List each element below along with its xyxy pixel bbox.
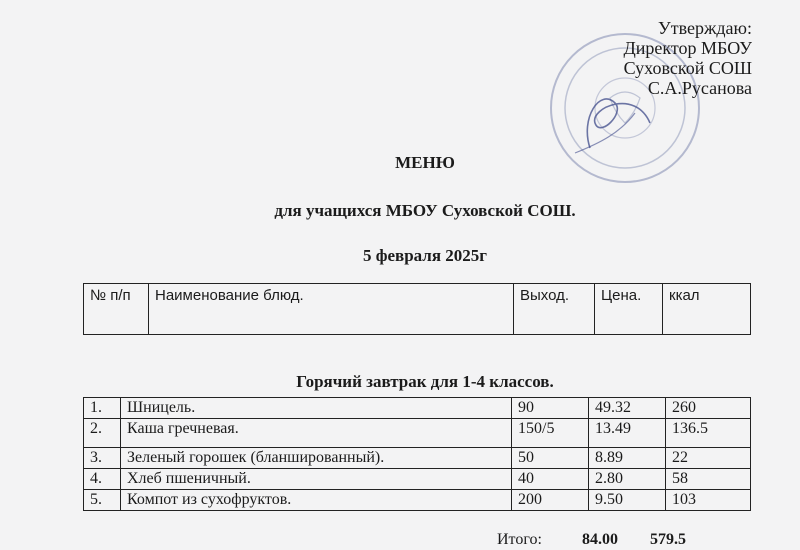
section-title: Горячий завтрак для 1-4 классов. [296, 372, 554, 391]
table-row [84, 398, 751, 419]
col-yield-header: Выход. [514, 284, 595, 335]
row-yield: 40 [512, 469, 589, 490]
page-subtitle: для учащихся МБОУ Суховской СОШ. [274, 201, 576, 220]
col-kcal-header: ккал [663, 284, 751, 335]
row-kcal: 22 [666, 448, 751, 469]
col-name-header: Наименование блюд. [149, 284, 514, 335]
row-kcal: 103 [666, 490, 751, 511]
column-header-table [83, 283, 751, 335]
row-yield: 200 [512, 490, 589, 511]
row-yield: 150/5 [512, 419, 589, 448]
row-num: 1. [84, 398, 121, 419]
menu-date: 5 февраля 2025г [362, 246, 488, 265]
row-num: 3. [84, 448, 121, 469]
row-kcal: 136.5 [666, 419, 751, 448]
row-price: 8.89 [589, 448, 666, 469]
row-num: 5. [84, 490, 121, 511]
row-yield: 50 [512, 448, 589, 469]
page-title: МЕНЮ [395, 153, 455, 172]
row-kcal: 58 [666, 469, 751, 490]
row-name: Компот из сухофруктов. [121, 490, 512, 511]
row-name: Зеленый горошек (бланшированный). [121, 448, 512, 469]
table-row [84, 448, 751, 469]
row-price: 2.80 [589, 469, 666, 490]
row-name: Каша гречневая. [121, 419, 512, 448]
row-price: 49.32 [589, 398, 666, 419]
approval-school: Суховской СОШ [623, 58, 752, 78]
row-yield: 90 [512, 398, 589, 419]
row-price: 9.50 [589, 490, 666, 511]
approval-signatory: С.А.Русанова [647, 78, 752, 98]
row-name: Хлеб пшеничный. [121, 469, 512, 490]
col-num-header: № п/п [84, 284, 149, 335]
table-row [84, 469, 751, 490]
col-price-header: Цена. [595, 284, 663, 335]
table-row [84, 490, 751, 511]
menu-table [83, 397, 751, 511]
row-price: 13.49 [589, 419, 666, 448]
table-row [84, 419, 751, 448]
total-label: Итого: [497, 531, 542, 548]
row-num: 2. [84, 419, 121, 448]
approval-position: Директор МБОУ [623, 38, 752, 58]
row-num: 4. [84, 469, 121, 490]
total-kcal: 579.5 [650, 531, 686, 548]
approval-line: Утверждаю: [657, 18, 752, 38]
total-price: 84.00 [582, 531, 618, 548]
row-kcal: 260 [666, 398, 751, 419]
approval-block [624, 18, 753, 98]
row-name: Шницель. [121, 398, 512, 419]
